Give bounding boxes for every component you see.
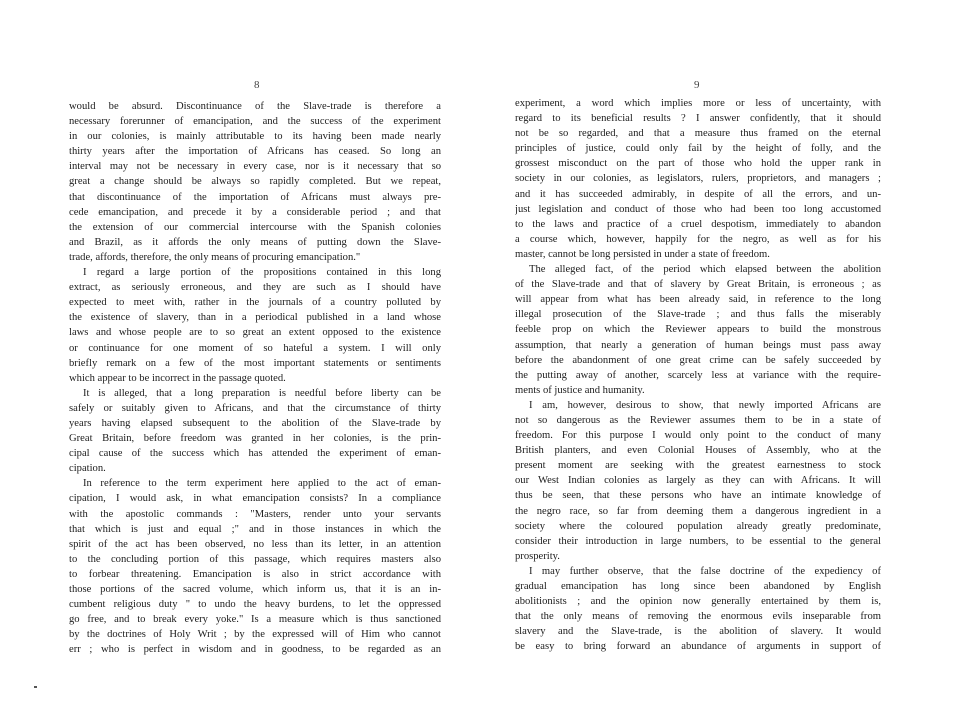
text-line: or continuance for one moment of so hateful a system. I will only bbox=[69, 342, 441, 354]
text-line: go free, and to break every yoke." Is a measure which is thus sanctioned bbox=[69, 614, 441, 626]
text-line: In reference to the term experiment here applied to the act of eman- bbox=[83, 478, 441, 490]
text-line: to forbear threatening. Emancipation is also in strict accordance with bbox=[69, 568, 441, 580]
scan-speck bbox=[34, 686, 37, 688]
text-line: society in our colonies, as legislators, rulers, proprietors, and managers ; bbox=[515, 173, 881, 185]
text-line: the extension of our commercial intercourse with the Spanish colonies bbox=[69, 221, 441, 233]
page-number: 9 bbox=[694, 79, 700, 91]
text-line: trade, affords, therefore, the only means of procuring emancipation." bbox=[69, 251, 361, 263]
text-line: and Brazil, as it affords the only means of putting down the Slave- bbox=[69, 236, 441, 248]
text-line: cipation, I would ask, in what emancipation consists? In a compliance bbox=[69, 493, 441, 505]
text-line: freedom. For this purpose I would only point to the conduct of many bbox=[515, 430, 881, 442]
text-line: in our colonies, is mainly attributable to its having been made nearly bbox=[69, 131, 441, 143]
text-line: necessary forerunner of emancipation, and the success of the experiment bbox=[69, 116, 441, 128]
page-text bbox=[69, 99, 441, 657]
text-line: I regard a large portion of the propositions contained in this long bbox=[83, 267, 441, 279]
page-number: 8 bbox=[254, 79, 260, 91]
text-line: experiment, a word which implies more or less of uncertainty, with bbox=[515, 98, 881, 109]
text-line: slavery and the Slave-trade, is the abolition of slavery. It would bbox=[515, 626, 881, 638]
text-line: the existence of slavery, than in a periodical published in a land whose bbox=[69, 312, 441, 324]
text-line: I am, however, desirous to show, that newly imported Africans are bbox=[529, 399, 881, 411]
text-line: with the apostolic commands : "Masters, render unto your servants bbox=[69, 508, 441, 520]
text-line: not be so regarded, and that a measure thus framed on the eternal bbox=[515, 128, 881, 140]
text-line: extract, as seriously erroneous, and they are such as I should have bbox=[69, 282, 441, 294]
text-line: interval may not be necessary in every case, nor is it necessary that so bbox=[69, 161, 441, 173]
text-line: ments of justice and humanity. bbox=[515, 384, 645, 396]
text-line: illegal prosecution of the Slave-trade ; and thus falls the miserably bbox=[515, 309, 881, 321]
text-line: gradual emancipation has long since been abandoned by English bbox=[515, 581, 881, 592]
text-line: the negro race, so far from deeming them a dangerous ingredient in a bbox=[515, 505, 881, 517]
text-line: thus be seen, that these persons who have an intimate knowledge of bbox=[515, 490, 881, 502]
text-line: regard to its beneficial results ? I answer confidently, that it should bbox=[515, 113, 881, 125]
text-line: would be absurd. Discontinuance of the Slave-trade is therefore a bbox=[69, 101, 441, 112]
text-line: feeble prop on which the Reviewer appears to build the monstrous bbox=[515, 324, 881, 336]
text-line: cipation. bbox=[69, 463, 106, 475]
text-line: Great Britain, before freedom was granted in her colonies, is the prin- bbox=[69, 433, 441, 445]
text-line: by the doctrines of Holy Writ ; by the expressed will of Him who cannot bbox=[69, 629, 441, 641]
text-line: It is alleged, that a long preparation is needful before liberty can be bbox=[83, 387, 441, 399]
text-line: grossest misconduct on the part of those who hold the upper rank in bbox=[515, 158, 881, 170]
text-line: years having elapsed subsequent to the abolition of the Slave-trade by bbox=[69, 417, 441, 429]
text-line: present moment are seeking with the greatest earnestness to stock bbox=[515, 460, 881, 472]
text-line: society where the coloured population already greatly predominate, bbox=[515, 520, 881, 532]
text-line: that which is just and equal ;" and in those instances in which the bbox=[69, 523, 441, 535]
text-line: laws and whose people are to so great an extent opposed to the existence bbox=[69, 327, 441, 339]
text-line: assumption, that nearly a generation of human beings must pass away bbox=[515, 339, 881, 351]
text-line: spirit of the act has been observed, no less than its letter, in an attention bbox=[69, 538, 441, 550]
text-line: will appear from what has been already said, in reference to the long bbox=[515, 294, 881, 306]
right-page bbox=[490, 0, 980, 715]
text-line: cipal cause of the success which has attended the experiment of eman- bbox=[69, 448, 441, 460]
text-line: be easy to bring forward an abundance of arguments in support of bbox=[515, 641, 881, 653]
text-line: abolitionists ; and the opinion now generally entertained by them is, bbox=[515, 596, 881, 608]
text-line: master, cannot be long persisted in under a state of freedom. bbox=[515, 248, 770, 260]
text-line: of the Slave-trade and that of slavery by Great Britain, is erroneous ; as bbox=[515, 279, 881, 291]
text-line: our West Indian colonies as largely as they can with Africans. It will bbox=[515, 475, 881, 487]
text-line: err ; who is perfect in wisdom and in goodness, to be regarded as an bbox=[69, 644, 441, 656]
text-line: great a change should be always so rapidly completed. But we repeat, bbox=[69, 176, 441, 188]
text-line: The alleged fact, of the period which elapsed between the abolition bbox=[529, 264, 881, 276]
text-line: to the concluding portion of this passage, which requires masters also bbox=[69, 553, 441, 565]
text-line: that discontinuance of the importation of Africans must always pre- bbox=[69, 191, 441, 203]
text-line: cumbent religious duty " to undo the heavy burdens, to let the oppressed bbox=[69, 599, 441, 611]
page-text bbox=[515, 96, 881, 654]
text-line: which appear to be incorrect in the passage quoted. bbox=[69, 372, 286, 384]
text-line: thirty years after the importation of Africans has ceased. So long an bbox=[69, 146, 441, 158]
text-line: prosperity. bbox=[515, 550, 560, 562]
text-line: briefly remark on a few of the most important statements or sentiments bbox=[69, 357, 441, 369]
text-line: just legislation and conduct of those who had been too long accustomed bbox=[515, 203, 881, 215]
text-line: British planters, and even Colonial Houses of Assembly, who at the bbox=[515, 445, 881, 457]
text-line: to the laws and practice of a cruel despotism, immediately to abandon bbox=[515, 218, 881, 230]
text-line: cede emancipation, and precede it by a considerable period ; and that bbox=[69, 206, 441, 218]
text-line: that the only means of removing the enormous evils inseparable from bbox=[515, 611, 881, 623]
text-line: the putting away of another, scarcely less at variance with the require- bbox=[515, 369, 881, 381]
text-line: safely or suitably given to Africans, and that the circumstance of thirty bbox=[69, 402, 441, 414]
text-line: expected to meet with, rather in the journals of a country polluted by bbox=[69, 297, 441, 309]
text-line: and it has succeeded admirably, in despite of all the errors, and un- bbox=[515, 188, 881, 200]
text-line: those portions of the sacred volume, which inform us, that it is an in- bbox=[69, 584, 441, 595]
text-line: a course which, however, happily for the negro, as well as for his bbox=[515, 233, 881, 245]
text-line: principles of justice, could only fail by the height of folly, and the bbox=[515, 143, 881, 155]
text-line: consider their introduction in large numbers, to be essential to the general bbox=[515, 535, 881, 547]
text-line: before the abandonment of one great crime can be safely succeeded by bbox=[515, 354, 881, 366]
text-line: not so dangerous as the Reviewer assumes them to be in a state of bbox=[515, 414, 881, 426]
text-line: I may further observe, that the false doctrine of the expediency of bbox=[529, 565, 881, 577]
